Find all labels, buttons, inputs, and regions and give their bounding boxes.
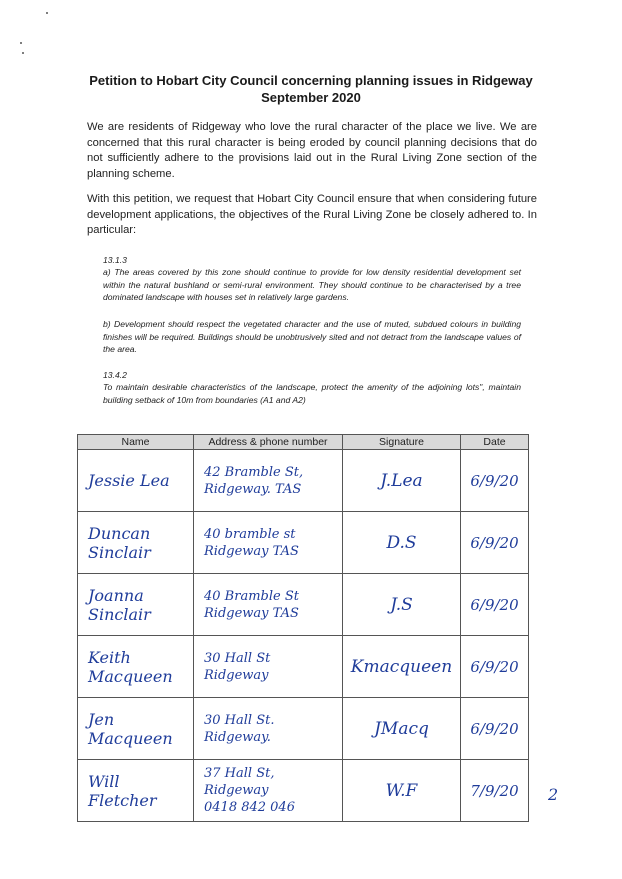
table-row: [78, 698, 529, 760]
scan-speck: [20, 42, 22, 44]
clause-13-4-2-text: To maintain desirable characteristics of the landscape, protect the amenity of the adjoining lots", maintain building setback of 10m from boundaries (A1 and A2): [103, 382, 521, 405]
header-name: Name: [78, 435, 194, 450]
title-line-2: September 2020: [261, 90, 361, 105]
table-row: [78, 636, 529, 698]
signer-date: 6/9/20: [470, 533, 519, 552]
signer-signature: J.Lea: [380, 470, 423, 491]
header-address: Address & phone number: [194, 435, 343, 450]
table-row: [78, 450, 529, 512]
scan-speck: [46, 12, 48, 14]
clause-code-13-1-3: 13.1.3: [103, 255, 127, 265]
clause-13-1-3-b: b) Development should respect the vegetated character and the use of muted, subdued colours in building finishes will be required. Buildings should be unobtrusively sited and not detract from the landscape values of the area.: [103, 319, 521, 355]
signer-date: 6/9/20: [470, 595, 519, 614]
table-row: [78, 574, 529, 636]
signature-table: [77, 434, 529, 822]
clause-code-13-4-2: 13.4.2: [103, 370, 127, 380]
clause-13-1-3-a: a) The areas covered by this zone should continue to provide for low density residential development set within the natural bushland or semi-rural environment. They should continue to be characterised by a tree dominated landscape with houses set in relatively large gardens.: [103, 267, 521, 303]
page-title: [60, 72, 562, 106]
title-line-1: Petition to Hobart City Council concerning planning issues in Ridgeway: [89, 73, 533, 88]
header-date: Date: [461, 435, 529, 450]
table-row: [78, 512, 529, 574]
signer-name: Jessie Lea: [88, 471, 170, 490]
signer-signature: JMacq: [374, 718, 429, 739]
signer-date: 7/9/20: [470, 781, 519, 800]
signer-name: Keith Macqueen: [88, 647, 173, 686]
signer-address: 30 Hall St. Ridgeway.: [204, 712, 275, 745]
table-header-row: [78, 435, 529, 450]
signer-signature: D.S: [386, 532, 417, 553]
signer-name: Joanna Sinclair: [88, 585, 151, 624]
signer-address: 42 Bramble St, Ridgeway. TAS: [204, 464, 304, 497]
signer-signature: W.F: [385, 780, 418, 801]
signer-name: Duncan Sinclair: [88, 523, 151, 562]
signer-signature: Kmacqueen: [350, 656, 453, 677]
intro-paragraph: We are residents of Ridgeway who love the rural character of the place we live. We are concerned that this rural character is being eroded by council planning decisions that do not sufficiently adhere to the provisions laid out in the Rural Living Zone section of the planning scheme.: [87, 121, 537, 180]
signer-address: 40 bramble st Ridgeway TAS: [204, 526, 299, 559]
signer-date: 6/9/20: [470, 657, 519, 676]
table-row: [78, 760, 529, 822]
header-signature: Signature: [343, 435, 461, 450]
signer-date: 6/9/20: [470, 471, 519, 490]
request-paragraph: With this petition, we request that Hobart City Council ensure that when considering future development applications, the objectives of the Rural Living Zone be closely adhered to. In particular:: [87, 193, 537, 236]
signer-name: Jen Macqueen: [88, 709, 173, 748]
signer-address: 37 Hall St, Ridgeway 0418 842 046: [204, 766, 295, 815]
signer-address: 30 Hall St Ridgeway: [204, 650, 271, 683]
signer-date: 6/9/20: [470, 719, 519, 738]
scan-speck: [22, 52, 24, 54]
signer-address: 40 Bramble St Ridgeway TAS: [204, 588, 299, 621]
signer-signature: J.S: [390, 594, 413, 615]
signer-name: Will Fletcher: [88, 771, 157, 810]
margin-handwritten-mark: 2: [548, 785, 559, 804]
